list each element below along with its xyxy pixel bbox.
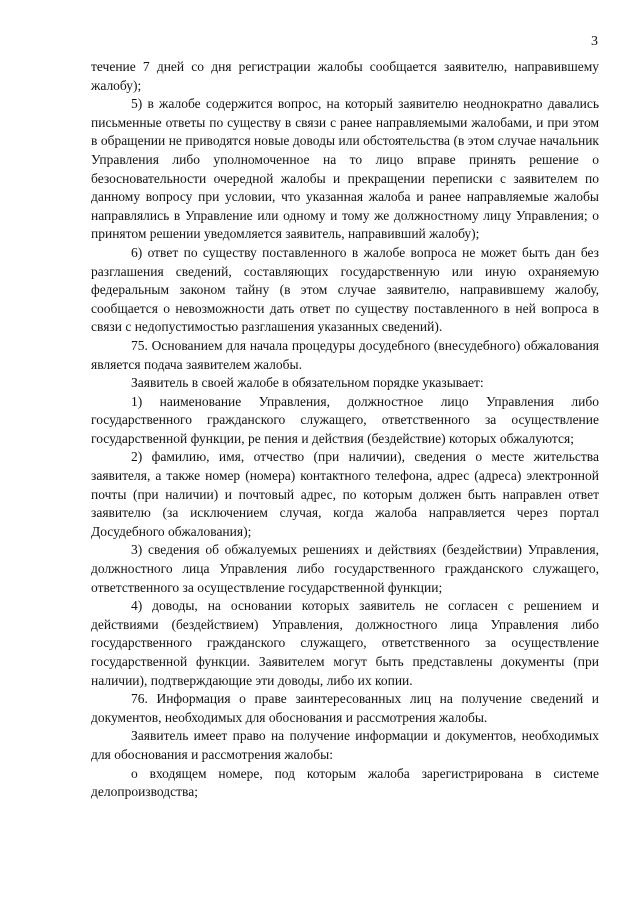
paragraph-incoming-number: о входящем номере, под которым жалоба зарегистрирована в системе делопроизводства;	[91, 765, 599, 800]
paragraph-item-6: 6) ответ по существу поставленного в жалобе вопроса не может быть дан без разглашения сведений, составляющих государственную или иную охраняемую федеральным законом тайну (в этом случае заявителю, направившему жалобу, сообщается о невозможности дать ответ по существу поставленного в ней вопроса в связи с недопустимостью разглашения указанных сведений).	[91, 244, 599, 335]
paragraph-section-75: 75. Основанием для начала процедуры досудебного (внесудебного) обжалования является подача заявителем жалобы.	[91, 337, 599, 372]
paragraph-applicant-right: Заявитель имеет право на получение информации и документов, необходимых для обоснования и рассмотрения жалобы:	[91, 728, 599, 762]
paragraph-continuation: течение 7 дней со дня регистрации жалобы сообщается заявителю, направившему жалобу);	[91, 59, 599, 93]
paragraph-list-item-3: 3) сведения об обжалуемых решениях и действиях (бездействии) Управления, должностного лица Управления либо государственного гражданского служащего, ответственного за осуществление государственной функции;	[91, 542, 599, 595]
page-number: 3	[591, 34, 598, 49]
paragraph-item-5: 5) в жалобе содержится вопрос, на который заявителю неоднократно давались письменные ответы по существу в связи с ранее направляемыми жалобами, и при этом в обращении не приводятся новые доводы или обстоятельства (в этом случае начальник Управления либо уполномоченное на то лицо вправе принять решение о безосновательности очередной жалобы и прекращении переписки с заявителем по данному вопросу при условии, что указанная жалоба и ранее направляемые жалобы направлялись в Управление или одному и тому же должностному лицу Управления; о принятом решении уведомляется заявитель, направивший жалобу);	[91, 96, 599, 242]
document-body	[91, 58, 599, 802]
paragraph-list-item-2: 2) фамилию, имя, отчество (при наличии), сведения о месте жительства заявителя, а также номер (номера) контактного телефона, адрес (адреса) электронной почты (при наличии) и почтовый адрес, по которым должен быть направлен ответ заявителю (за исключением случая, когда жалоба направляется через портал Досудебного обжалования);	[91, 449, 599, 539]
paragraph-list-item-1: 1) наименование Управления, должностное лицо Управления либо государственного гражданского служащего, ответственного за осуществление государственной функции, ре пения и действия (бездействие) которых обжалуются;	[91, 393, 599, 446]
paragraph-applicant-indicates: Заявитель в своей жалобе в обязательном порядке указывает:	[131, 375, 484, 391]
paragraph-list-item-4: 4) доводы, на основании которых заявитель не согласен с решением и действиями (бездействием) Управления, должностного лица Управления либо государственного гражданского служащего, ответственного за осуществление государственной функции. Заявителем могут быть представлены документы (при наличии), подтверждающие эти доводы, либо их копии.	[91, 598, 599, 688]
paragraph-section-76: 76. Информация о праве заинтересованных лиц на получение сведений и документов, необходимых для обоснования и рассмотрения жалобы.	[91, 691, 599, 725]
